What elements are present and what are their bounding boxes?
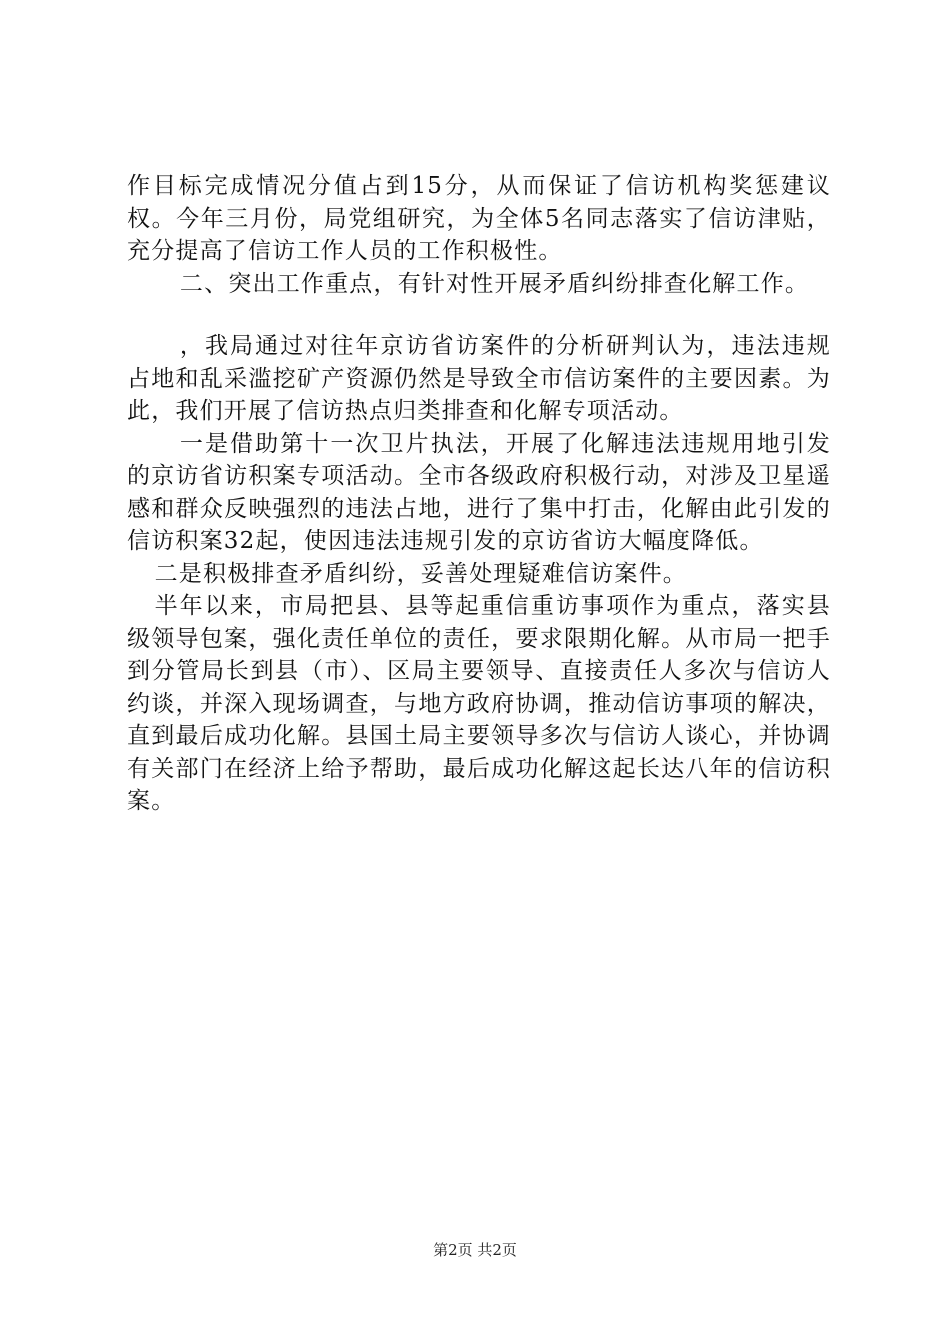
paragraph-6: 半年以来，市局把县、县等起重信重访事项作为重点，落实县级领导包案，强化责任单位的责任，要求限期化解。从市局一把手到分管局长到县（市）、区局主要领导、直接责任人多次与信访人约谈，并深入现场调查，与地方政府协调，推动信访事项的解决，直到最后成功化解。县国土局主要领导多次与信访人谈心，并协调有关部门在经济上给予帮助，最后成功化解这起长达八年的信访积案。 [127, 593, 831, 814]
paragraph-2: 二、突出工作重点，有针对性开展矛盾纠纷排查化解工作。 [179, 270, 810, 297]
paragraph-3: ，我局通过对往年京访省访案件的分析研判认为，违法违规占地和乱采滥挖矿产资源仍然是导致全市信访案件的主要因素。为此，我们开展了信访热点归类排查和化解专项活动。 [127, 333, 831, 424]
paragraph-4: 一是借助第十一次卫片执法，开展了化解违法违规用地引发的京访省访积案专项活动。全市各级政府积极行动，对涉及卫星遥感和群众反映强烈的违法占地，进行了集中打击，化解由此引发的信访积案32起，使因违法违规引发的京访省访大幅度降低。 [127, 430, 831, 554]
paragraph-1: 作目标完成情况分值占到15分，从而保证了信访机构奖惩建议权。今年三月份，局党组研究，为全体5名同志落实了信访津贴，充分提高了信访工作人员的工作积极性。 [127, 173, 831, 264]
paragraph-gap [127, 300, 831, 330]
document-body [127, 170, 831, 818]
paragraph-5: 二是积极排查矛盾纠纷，妥善处理疑难信访案件。 [154, 560, 687, 587]
page-footer: 第2页 共2页 [433, 1241, 517, 1259]
